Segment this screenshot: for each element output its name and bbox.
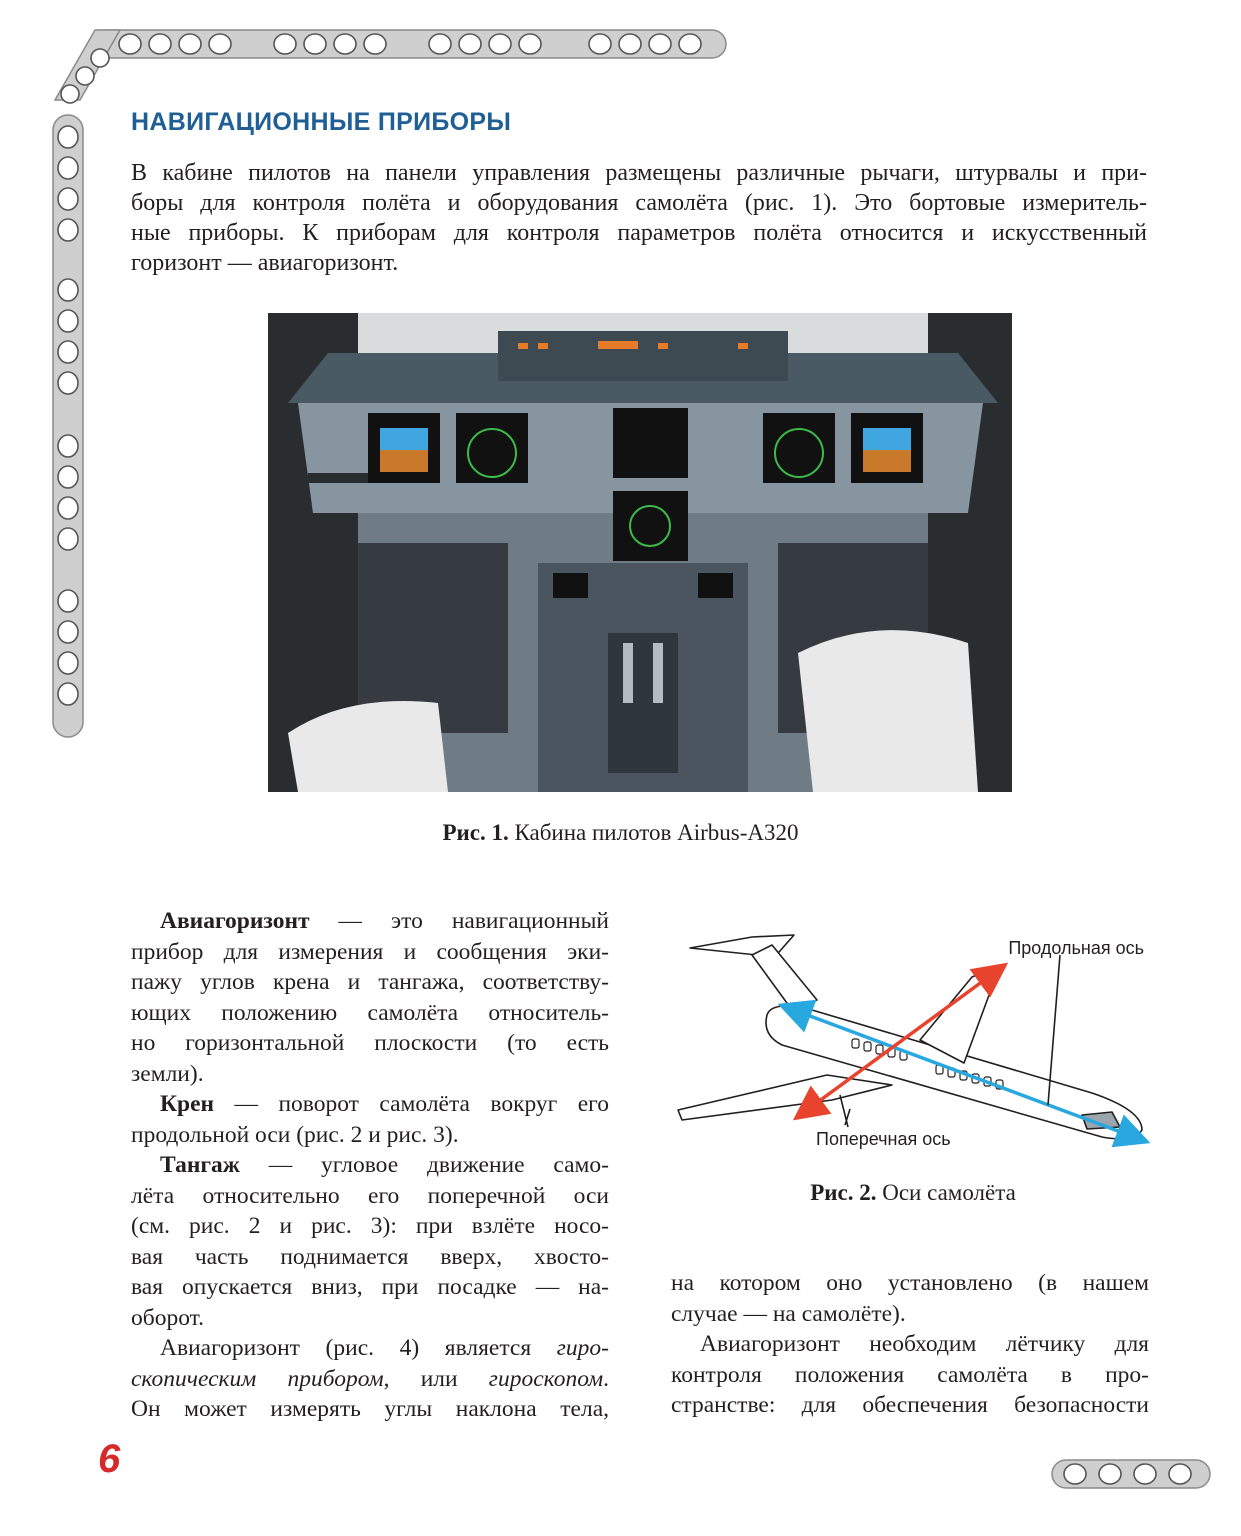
transverse-leader-line bbox=[840, 1095, 850, 1127]
figure2-label: Рис. 2. bbox=[810, 1180, 877, 1205]
intro-line: В кабине пилотов на панели управления размещены различные рычаги, штурвалы и при- bbox=[131, 160, 1147, 186]
col-text: . bbox=[603, 1365, 609, 1392]
col-line bbox=[131, 1364, 609, 1395]
intro-paragraph bbox=[131, 158, 1147, 278]
col-text: , или bbox=[383, 1365, 489, 1392]
col-line bbox=[131, 1333, 609, 1364]
right-text-column bbox=[671, 1268, 1149, 1421]
italic-term: скопическим прибором bbox=[131, 1365, 384, 1392]
vertical-tail bbox=[752, 945, 817, 1010]
airplane-axes-figure bbox=[672, 915, 1152, 1165]
col-line: но горизонтальной плоскости (то есть bbox=[131, 1030, 609, 1056]
col-line: на котором оно установлено (в нашем bbox=[671, 1270, 1149, 1296]
figure2-caption-text: Оси самолёта bbox=[882, 1180, 1016, 1205]
page-number: 6 bbox=[98, 1437, 121, 1481]
transverse-axis-label: Поперечная ось bbox=[816, 1129, 951, 1149]
term-aviagorizont: Авиагоризонт bbox=[160, 908, 310, 934]
col-text: Авиагоризонт (рис. 4) является bbox=[160, 1335, 557, 1361]
col-line: Он может измерять углы наклона тела, bbox=[131, 1396, 609, 1422]
col-line: лёта относительно его поперечной оси bbox=[131, 1182, 609, 1209]
intro-line: боры для контроля полёта и оборудования самолёта (рис. 1). Это бортовые измеритель- bbox=[131, 190, 1147, 216]
col-line: странстве: для обеспечения безопасности bbox=[671, 1392, 1149, 1418]
col-line: (см. рис. 2 и рис. 3): при взлёте носо- bbox=[131, 1213, 609, 1239]
col-line: пажу углов крена и тангажа, соответству- bbox=[131, 969, 609, 995]
figure1-caption bbox=[0, 820, 1241, 846]
term-kren: Крен bbox=[160, 1091, 215, 1117]
col-text: — угловое движение само- bbox=[239, 1152, 609, 1178]
cockpit-photo bbox=[268, 313, 1012, 792]
col-line: контроля положения самолёта в про- bbox=[671, 1361, 1149, 1388]
col-text: — это навигационный bbox=[309, 908, 609, 934]
col-line bbox=[131, 1089, 609, 1120]
left-text-column bbox=[131, 906, 609, 1425]
term-tangazh: Тангаж bbox=[160, 1152, 240, 1178]
longitudinal-axis-label: Продольная ось bbox=[1008, 938, 1144, 958]
col-line bbox=[131, 1150, 609, 1181]
intro-line: горизонт — авиагоризонт. bbox=[131, 250, 399, 276]
col-line: случае — на самолёте). bbox=[671, 1300, 906, 1327]
figure2-caption bbox=[676, 1180, 1150, 1206]
col-line: продольной оси (рис. 2 и рис. 3). bbox=[131, 1121, 459, 1148]
italic-term: гироскопом bbox=[488, 1365, 604, 1392]
col-line: прибор для измерения и сообщения эки- bbox=[131, 938, 609, 965]
col-line bbox=[131, 906, 609, 937]
left-wing bbox=[678, 1075, 892, 1120]
col-line: вая опускается вниз, при посадке — на- bbox=[131, 1274, 609, 1300]
col-line: Авиагоризонт необходим лётчику для bbox=[700, 1331, 1149, 1357]
col-text: — поворот самолёта вокруг его bbox=[214, 1091, 609, 1117]
figure1-caption-text: Кабина пилотов Airbus-A320 bbox=[514, 820, 799, 845]
intro-line: ные приборы. К приборам для контроля параметров полёта относится и искусственный bbox=[131, 220, 1147, 246]
col-line: ющих положению самолёта относитель- bbox=[131, 999, 609, 1026]
page-heading: НАВИГАЦИОННЫЕ ПРИБОРЫ bbox=[131, 108, 512, 136]
figure1-label: Рис. 1. bbox=[442, 820, 509, 845]
italic-term: гиро- bbox=[556, 1335, 609, 1361]
col-line: вая часть поднимается вверх, хвосто- bbox=[131, 1243, 609, 1270]
col-line: земли). bbox=[131, 1060, 204, 1087]
col-line: оборот. bbox=[131, 1304, 205, 1331]
